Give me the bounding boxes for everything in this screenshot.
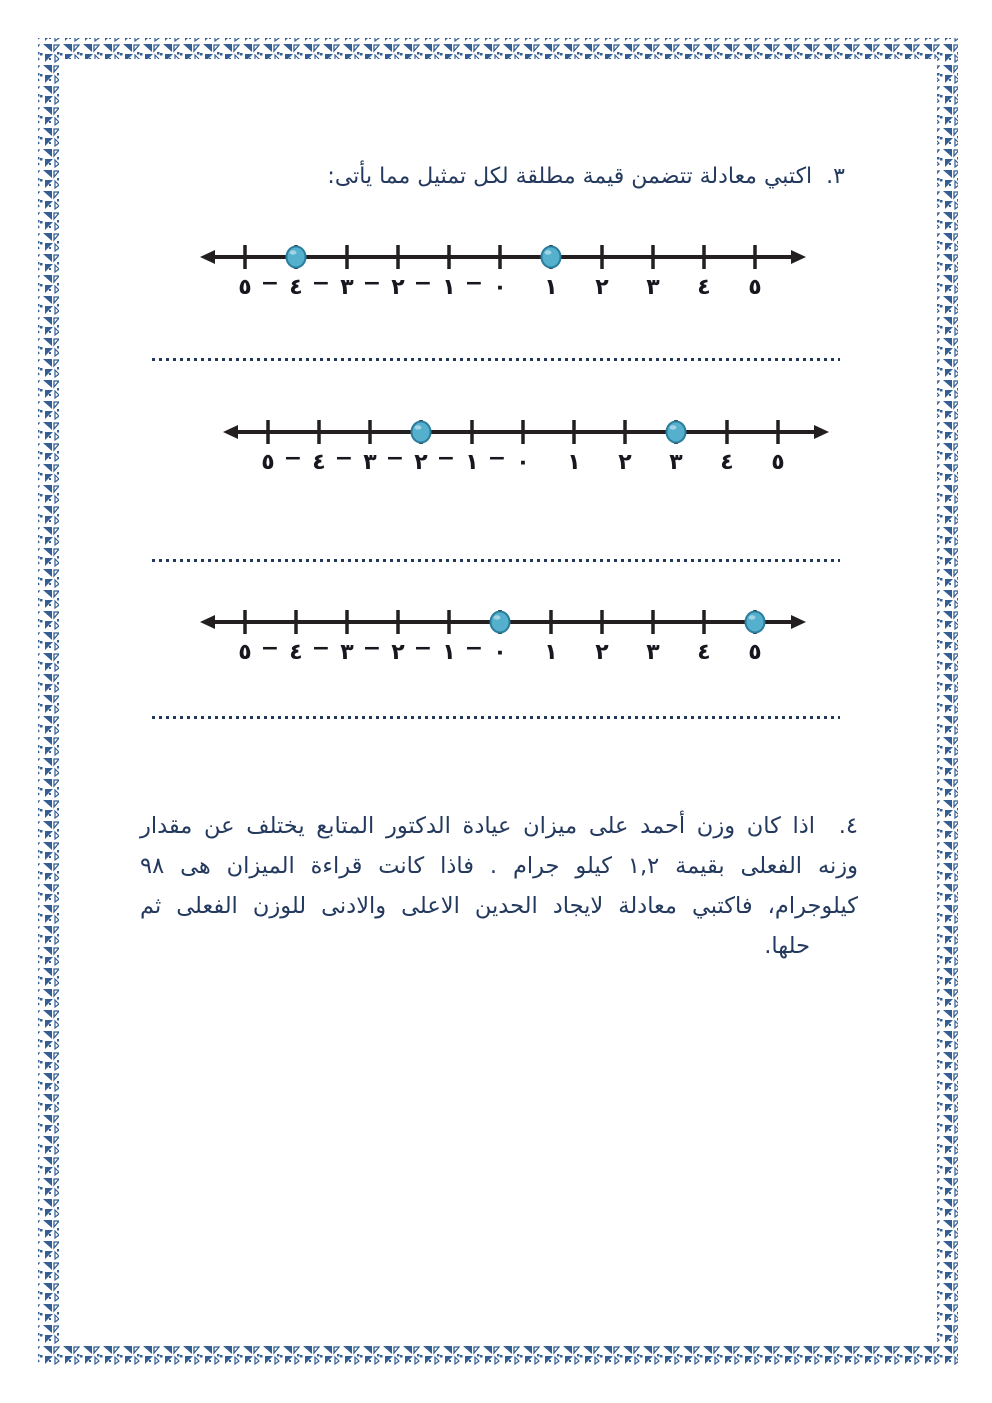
point-dot	[412, 422, 431, 443]
tick-label: ٠	[493, 640, 507, 665]
tick-label: ١	[442, 275, 456, 300]
tick-label: ٠	[493, 275, 507, 300]
answer-dotted-line-2	[152, 559, 840, 562]
tick-label: ٤	[697, 275, 711, 300]
minus-sign: −	[311, 636, 331, 661]
number-line-2	[221, 399, 831, 481]
tick-label: ٣	[340, 640, 354, 665]
tick-label: ١	[465, 450, 479, 475]
minus-sign: −	[362, 271, 382, 296]
tick-label: ٤	[289, 640, 303, 665]
border-right	[937, 59, 958, 1344]
minus-sign: −	[334, 446, 354, 471]
minus-sign: −	[260, 636, 280, 661]
tick-label: ٤	[289, 275, 303, 300]
left-arrowhead-icon	[200, 615, 215, 629]
question-4-line-3: كيلوجرام، فاكتبي معادلة لايجاد الحدين الاعلى والادنى للوزن الفعلى ثم	[140, 893, 858, 919]
tick-label: ٣	[646, 275, 660, 300]
question-4-number: ٤.	[838, 813, 858, 839]
left-arrowhead-icon	[200, 250, 215, 264]
point-dot-highlight	[415, 425, 422, 429]
minus-sign: −	[464, 636, 484, 661]
minus-sign: −	[413, 271, 433, 296]
minus-sign: −	[362, 636, 382, 661]
minus-sign: −	[311, 271, 331, 296]
tick-label: ٢	[391, 275, 405, 300]
tick-label: ٥	[238, 275, 252, 300]
minus-sign: −	[283, 446, 303, 471]
number-line-1	[198, 224, 808, 306]
border-bottom	[38, 1344, 958, 1365]
tick-label: ٣	[363, 450, 377, 475]
question-4-text-1: اذا كان وزن أحمد على ميزان عيادة الدكتور المتابع يختلف عن مقدار	[140, 813, 816, 839]
minus-sign: −	[436, 446, 456, 471]
tick-label: ٢	[618, 450, 632, 475]
tick-label: ٤	[697, 640, 711, 665]
point-dot-highlight	[670, 425, 677, 429]
border-top	[38, 38, 958, 59]
tick-label: ١	[544, 640, 558, 665]
tick-label: ٠	[516, 450, 530, 475]
question-4-line-1	[140, 806, 858, 846]
tick-label: ٥	[238, 640, 252, 665]
right-arrowhead-icon	[791, 615, 806, 629]
tick-label: ٤	[720, 450, 734, 475]
minus-sign: −	[413, 636, 433, 661]
right-arrowhead-icon	[791, 250, 806, 264]
tick-label: ١	[442, 640, 456, 665]
border-left	[38, 59, 59, 1344]
point-dot	[491, 612, 510, 633]
point-dot	[746, 612, 765, 633]
answer-dotted-line-3	[152, 716, 840, 719]
minus-sign: −	[464, 271, 484, 296]
question-3-text: اكتبي معادلة تتضمن قيمة مطلقة لكل تمثيل مما يأتى:	[327, 164, 813, 189]
tick-label: ٥	[261, 450, 275, 475]
number-line-3	[198, 589, 808, 671]
tick-label: ٢	[391, 640, 405, 665]
point-dot-highlight	[494, 615, 501, 619]
tick-label: ٢	[595, 275, 609, 300]
question-4-paragraph	[140, 806, 858, 966]
question-4-line-2: وزنه الفعلى بقيمة ١,٢ كيلو جرام . فاذا كانت قراءة الميزان هى ٩٨	[140, 853, 859, 879]
tick-label: ١	[567, 450, 581, 475]
point-dot	[287, 247, 306, 268]
tick-label: ٢	[595, 640, 609, 665]
minus-sign: −	[385, 446, 405, 471]
point-dot	[542, 247, 561, 268]
minus-sign: −	[487, 446, 507, 471]
question-3-number: ٣.	[826, 164, 845, 189]
point-dot-highlight	[290, 250, 297, 254]
right-arrowhead-icon	[814, 425, 829, 439]
point-dot-highlight	[545, 250, 552, 254]
tick-label: ٣	[340, 275, 354, 300]
tick-label: ٣	[669, 450, 683, 475]
minus-sign: −	[260, 271, 280, 296]
tick-label: ٣	[646, 640, 660, 665]
tick-label: ٢	[414, 450, 428, 475]
tick-label: ١	[544, 275, 558, 300]
answer-dotted-line-1	[152, 358, 840, 361]
point-dot	[667, 422, 686, 443]
tick-label: ٥	[771, 450, 785, 475]
point-dot-highlight	[749, 615, 756, 619]
tick-label: ٥	[748, 275, 762, 300]
tick-label: ٥	[748, 640, 762, 665]
question-3-title	[327, 164, 845, 189]
left-arrowhead-icon	[223, 425, 238, 439]
tick-label: ٤	[312, 450, 326, 475]
question-4-line-4: حلها.	[764, 933, 810, 959]
